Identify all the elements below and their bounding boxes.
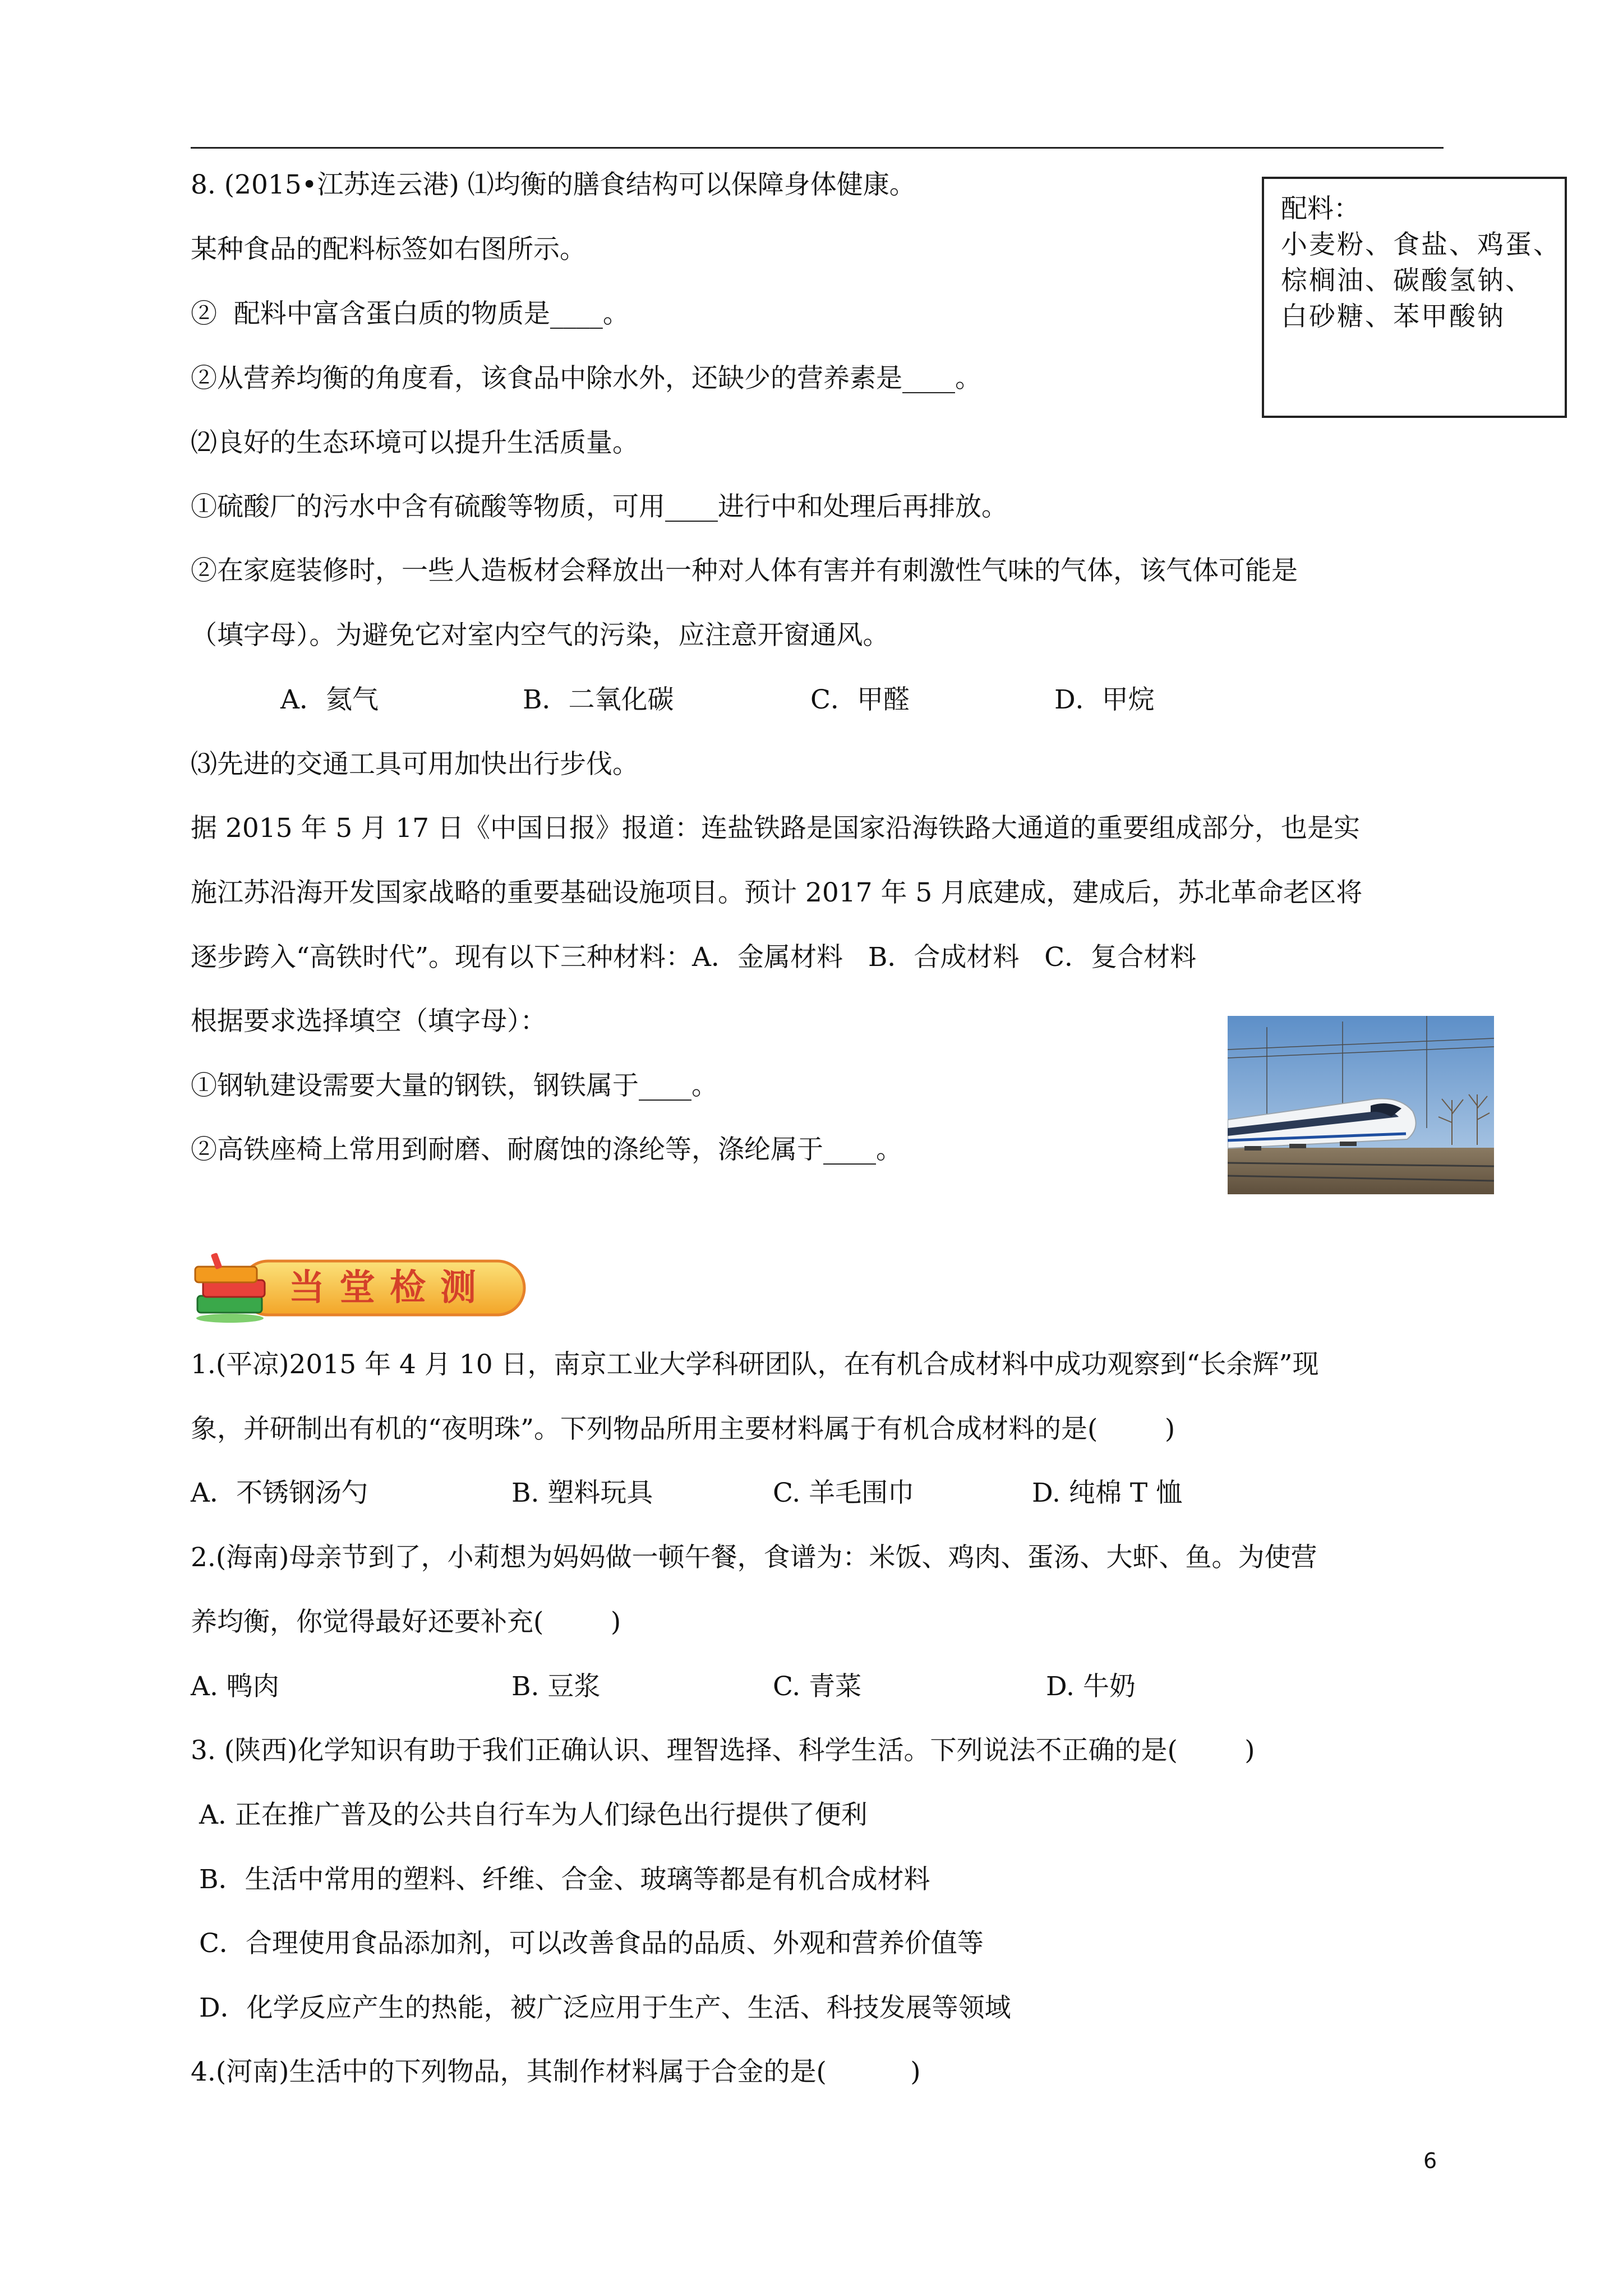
q2-option-a: A. 鸭肉 [191,1671,279,1702]
q8-line-7: ②在家庭装修时，一些人造板材会释放出一种对人体有害并有刺激性气味的气体，该气体可能是 [191,555,1298,586]
q2-line-1: 2.(海南)母亲节到了，小莉想为妈妈做一顿午餐，食谱为：米饭、鸡肉、蛋汤、大虾、鱼。为使营 [191,1542,1317,1573]
q8-line-5: ⑵良好的生态环境可以提升生活质量。 [191,427,639,458]
header-rule [191,147,1444,149]
ingredient-label-title: 配料： [1281,194,1360,224]
ingredient-list [1281,227,1561,335]
q8-option-a: A．氦气 [280,684,379,715]
books-icon [195,1253,265,1323]
q8-line-15: ②高铁座椅上常用到耐磨、耐腐蚀的涤纶等，涤纶属于____。 [191,1134,902,1165]
q8-line-3: ② 配料中富含蛋白质的物质是____。 [191,298,629,329]
q2-option-d: D. 牛奶 [1046,1671,1136,1702]
q8-option-b: B．二氧化碳 [523,684,674,715]
ingredient-line-3: 白砂糖、苯甲酸钠 [1281,301,1505,332]
q3-option-b: B．生活中常用的塑料、纤维、合金、玻璃等都是有机合成材料 [191,1864,930,1895]
q1-option-c: C. 羊毛围巾 [773,1478,915,1508]
q3-option-c: C．合理使用食品添加剂，可以改善食品的品质、外观和营养价值等 [191,1928,984,1959]
ingredient-line-2: 棕榈油、碳酸氢钠、 [1281,265,1533,296]
q3-option-a: A. 正在推广普及的公共自行车为人们绿色出行提供了便利 [191,1800,868,1830]
q1-option-a: A．不锈钢汤勺 [191,1478,368,1508]
q8-line-12: 逐步跨入“高铁时代”。现有以下三种材料：A．金属材料 B．合成材料 C．复合材料 [191,942,1197,973]
q8-line-10: 据 2015 年 5 月 17 日《中国日报》报道：连盐铁路是国家沿海铁路大通道的重要组成部分，也是实 [191,813,1360,844]
q2-option-c: C. 青菜 [773,1671,862,1702]
q8-line-4: ②从营养均衡的角度看，该食品中除水外，还缺少的营养素是____。 [191,363,981,394]
q8-line-14: ①钢轨建设需要大量的钢铁，钢铁属于____。 [191,1070,718,1101]
q8-line-11: 施江苏沿海开发国家战略的重要基础设施项目。预计 2017 年 5 月底建成，建成后，苏北革命老区将 [191,877,1363,908]
q8-option-c: C．甲醛 [810,684,910,715]
q8-option-d: D．甲烷 [1054,684,1155,715]
q8-line-2: 某种食品的配料标签如右图所示。 [191,234,586,265]
ingredient-line-1: 小麦粉、食盐、鸡蛋、 [1281,229,1561,260]
section-banner [191,1245,533,1329]
q8-line-9: ⑶先进的交通工具可用加快出行步伐。 [191,749,639,780]
q8-line-8: （填字母）。为避免它对室内空气的污染，应注意开窗通风。 [191,620,889,651]
q2-option-b: B. 豆浆 [511,1671,601,1702]
q1-line-1: 1.(平凉)2015 年 4 月 10 日，南京工业大学科研团队，在有机合成材料中成功观察到“长余辉”现 [191,1349,1319,1380]
section-banner-title: 当堂检测 [289,1267,491,1309]
q4-line-1: 4.(河南)生活中的下列物品，其制作材料属于合金的是( ) [191,2056,921,2087]
q1-line-2: 象，并研制出有机的“夜明珠”。下列物品所用主要材料属于有机合成材料的是( ) [191,1414,1175,1444]
q2-line-2: 养均衡，你觉得最好还要补充( ) [191,1607,621,1637]
q8-line-6: ①硫酸厂的污水中含有硫酸等物质，可用____进行中和处理后再排放。 [191,491,1008,522]
ingredient-label-box [1262,177,1567,418]
q8-line-13: 根据要求选择填空（填字母）： [191,1006,547,1037]
q1-option-d: D. 纯棉 T 恤 [1032,1478,1183,1508]
q3-option-d: D．化学反应产生的热能，被广泛应用于生产、生活、科技发展等领域 [191,1993,1011,2023]
high-speed-train-photo [1228,1016,1494,1194]
q3-line-1: 3. (陕西)化学知识有助于我们正确认识、理智选择、科学生活。下列说法不正确的是( ) [191,1735,1255,1766]
page-number: 6 [1423,2148,1437,2173]
q1-option-b: B. 塑料玩具 [511,1478,653,1508]
q8-line-1: 8. (2015•江苏连云港) ⑴均衡的膳食结构可以保障身体健康。 [191,169,916,200]
